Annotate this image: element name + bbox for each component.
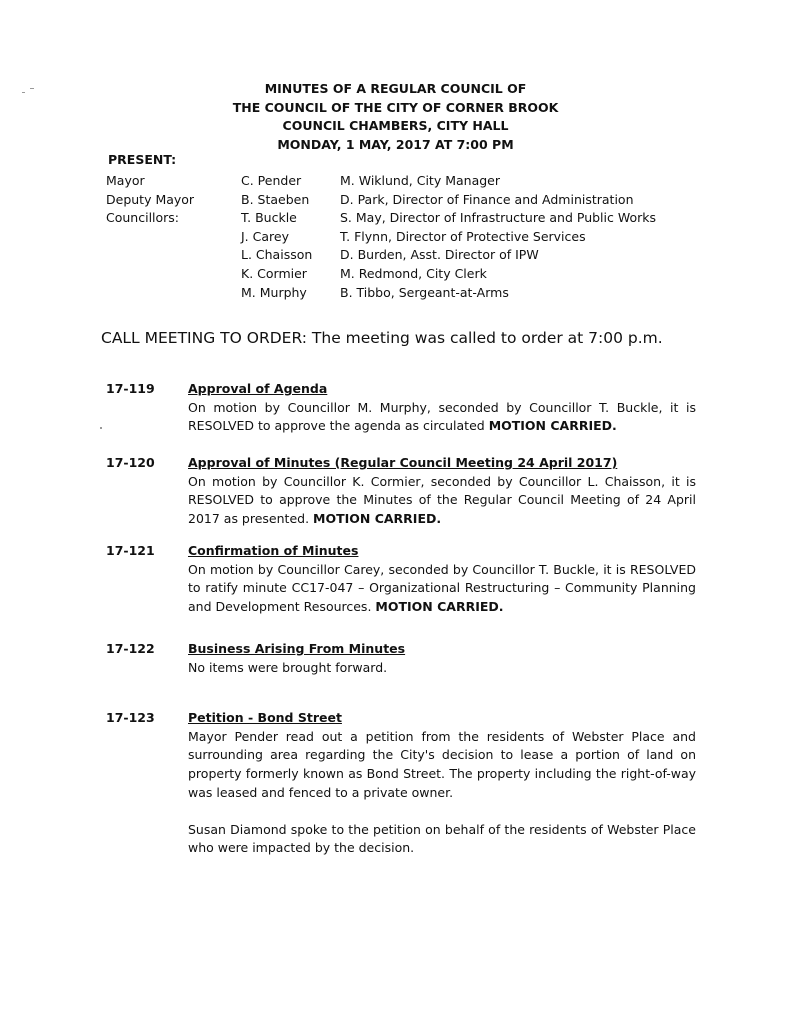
member-name: M. Murphy (241, 284, 307, 300)
item-title: Confirmation of Minutes (188, 543, 359, 558)
item-title: Business Arising From Minutes (188, 641, 406, 656)
staff-entry: T. Flynn, Director of Protective Services (340, 228, 586, 244)
header-line-2: THE COUNCIL OF THE CITY OF CORNER BROOK (232, 99, 559, 115)
item-text: On motion by Councillor M. Murphy, seconded by Councillor T. Buckle, it is RESOLVED to approve the agenda as circulated MOTION CARRIED. (188, 399, 696, 434)
member-name: K. Cormier (241, 265, 307, 281)
header-line-1: MINUTES OF A REGULAR COUNCIL OF (264, 81, 527, 96)
header-line-3: COUNCIL CHAMBERS, CITY HALL (282, 118, 509, 133)
staff-entry: D. Park, Director of Finance and Administration (340, 191, 634, 207)
member-name: C. Pender (241, 173, 302, 188)
item-title: Petition - Bond Street (188, 710, 342, 725)
call-to-order-text: The meeting was called to order at 7:00 p.m. (311, 329, 663, 347)
item-text: Mayor Pender read out a petition from the residents of Webster Place and surrounding area regarding the City's decision to lease a portion of land on property formerly known as Bond Street. The property including the right-of-way was leased and fenced to a private owner. (188, 728, 696, 800)
item-number: 17-122 (106, 641, 155, 656)
call-to-order-label: CALL MEETING TO ORDER: (101, 329, 307, 347)
item-title: Approval of Minutes (Regular Council Meeting 24 April 2017) (188, 455, 618, 470)
item-text: On motion by Councillor Carey, seconded by Councillor T. Buckle, it is RESOLVED to ratify minute CC17-047 – Organizational Restructuring – Community Planning and Development Resources. MOTION CARRIED. (188, 561, 696, 615)
minute-item-17-119 (106, 380, 696, 436)
item-number: 17-121 (106, 543, 155, 558)
item-text: On motion by Councillor K. Cormier, seconded by Councillor L. Chaisson, it is RESOLVED to approve the Minutes of the Regular Council Meeting of 24 April 2017 as presented. MOTION CARRIED. (188, 473, 696, 527)
minute-item-17-121 (106, 542, 696, 617)
call-to-order (101, 329, 663, 347)
present-roles-column (106, 172, 194, 228)
member-name: L. Chaisson (241, 247, 313, 263)
minute-item-17-123 (106, 709, 696, 858)
item-text-2: Susan Diamond spoke to the petition on behalf of the residents of Webster Place who were impacted by the decision. (188, 821, 696, 856)
present-staff-column (340, 172, 656, 302)
minute-item-17-122 (106, 640, 696, 677)
item-text: No items were brought forward. (188, 659, 388, 675)
item-number: 17-119 (106, 381, 155, 396)
present-label: PRESENT: (108, 152, 177, 167)
staff-entry: M. Redmond, City Clerk (340, 265, 487, 281)
header-line-4: MONDAY, 1 MAY, 2017 AT 7:00 PM (277, 136, 514, 152)
role-deputy-mayor: Deputy Mayor (106, 191, 195, 207)
scan-speck (30, 88, 34, 89)
staff-entry: B. Tibbo, Sergeant-at-Arms (340, 284, 509, 300)
document-header (0, 80, 791, 154)
member-name: B. Staeben (241, 191, 310, 207)
staff-entry: D. Burden, Asst. Director of IPW (340, 247, 539, 263)
item-number: 17-123 (106, 710, 155, 725)
role-mayor: Mayor (106, 173, 145, 188)
member-name: J. Carey (241, 228, 289, 244)
minute-item-17-120 (106, 454, 696, 529)
role-councillors: Councillors: (106, 210, 180, 226)
item-title: Approval of Agenda (188, 381, 328, 396)
scan-speck (22, 92, 25, 93)
motion-carried: MOTION CARRIED. (488, 418, 617, 434)
motion-carried: MOTION CARRIED. (375, 599, 504, 615)
motion-carried: MOTION CARRIED. (313, 511, 442, 527)
item-number: 17-120 (106, 455, 155, 470)
staff-entry: S. May, Director of Infrastructure and Public Works (340, 210, 657, 226)
member-name: T. Buckle (241, 210, 297, 226)
staff-entry: M. Wiklund, City Manager (340, 173, 500, 188)
scan-speck (100, 427, 102, 429)
present-names-column (241, 172, 312, 302)
